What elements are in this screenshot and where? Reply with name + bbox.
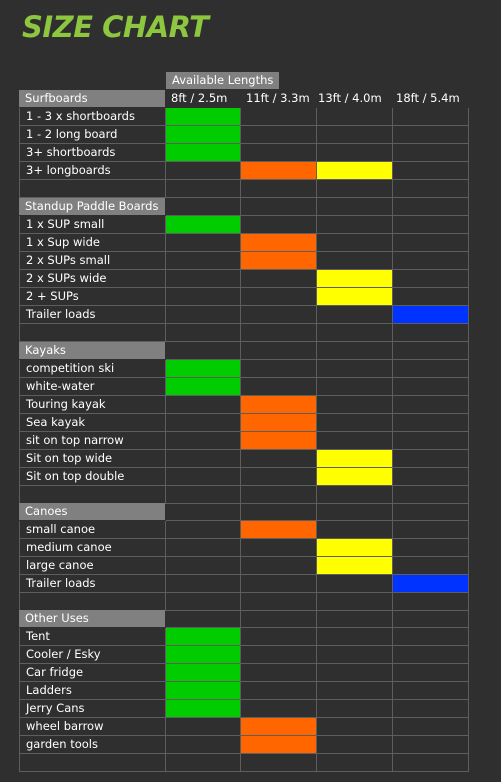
grid-cell [317, 198, 393, 216]
row-label: Jerry Cans [19, 700, 166, 718]
grid-cell [317, 252, 393, 270]
grid-cell [166, 396, 241, 414]
grid-cell [317, 575, 393, 593]
grid-cell [241, 450, 317, 468]
section-header: Other Uses [19, 610, 165, 627]
spacer-row [19, 593, 166, 611]
row-label: medium canoe [19, 539, 166, 557]
grid-cell [393, 342, 469, 360]
grid-cell [393, 108, 469, 126]
grid-cell [317, 414, 393, 432]
grid-cell [393, 126, 469, 144]
fit-indicator-yellow [317, 468, 393, 486]
fit-indicator-green [166, 378, 241, 396]
fit-indicator-green [166, 360, 241, 378]
row-label: Trailer loads [19, 575, 166, 593]
grid-cell [166, 521, 241, 539]
grid-cell [317, 486, 393, 504]
fit-indicator-blue [393, 306, 469, 324]
grid-cell [241, 539, 317, 557]
fit-indicator-green [166, 126, 241, 144]
fit-indicator-yellow [317, 539, 393, 557]
length-header-18ft: 18ft / 5.4m [396, 91, 460, 105]
row-label: Trailer loads [19, 306, 166, 324]
row-label: competition ski [19, 360, 166, 378]
fit-indicator-green [166, 664, 241, 682]
length-header-8ft: 8ft / 2.5m [171, 91, 228, 105]
grid-cell [393, 468, 469, 486]
grid-cell [241, 288, 317, 306]
row-label: sit on top narrow [19, 432, 166, 450]
spacer-row [19, 180, 166, 198]
grid-cell [241, 628, 317, 646]
grid-cell [166, 414, 241, 432]
grid-cell [317, 610, 393, 628]
grid-cell [317, 700, 393, 718]
spacer-row [19, 486, 166, 504]
grid-cell [317, 736, 393, 754]
grid-cell [393, 144, 469, 162]
fit-indicator-orange [241, 432, 317, 450]
row-label: 2 x SUPs wide [19, 270, 166, 288]
fit-indicator-green [166, 216, 241, 234]
grid-cell [393, 162, 469, 180]
grid-cell [393, 736, 469, 754]
grid-cell [317, 360, 393, 378]
grid-cell [166, 468, 241, 486]
grid-cell [166, 557, 241, 575]
row-label: large canoe [19, 557, 166, 575]
grid-cell [166, 610, 241, 628]
grid-cell [393, 682, 469, 700]
grid-cell [317, 682, 393, 700]
grid-cell [317, 306, 393, 324]
spacer-row [19, 754, 166, 772]
row-label: Car fridge [19, 664, 166, 682]
grid-cell [317, 628, 393, 646]
grid-cell [241, 575, 317, 593]
grid-cell [393, 754, 469, 772]
grid-cell [317, 503, 393, 521]
grid-cell [166, 270, 241, 288]
row-label: garden tools [19, 736, 166, 754]
row-label: small canoe [19, 521, 166, 539]
grid-cell [393, 718, 469, 736]
row-label: Sea kayak [19, 414, 166, 432]
grid-cell [393, 360, 469, 378]
grid-cell [166, 575, 241, 593]
grid-cell [317, 234, 393, 252]
grid-cell [317, 216, 393, 234]
grid-cell [317, 593, 393, 611]
row-label: Sit on top wide [19, 450, 166, 468]
fit-indicator-green [166, 108, 241, 126]
row-label: 3+ longboards [19, 162, 166, 180]
grid-cell [393, 610, 469, 628]
grid-cell [241, 700, 317, 718]
grid-cell [241, 306, 317, 324]
grid-cell [317, 180, 393, 198]
row-label: Cooler / Esky [19, 646, 166, 664]
fit-indicator-orange [241, 718, 317, 736]
fit-indicator-yellow [317, 162, 393, 180]
grid-cell [317, 646, 393, 664]
fit-indicator-orange [241, 252, 317, 270]
row-label: 3+ shortboards [19, 144, 166, 162]
row-label: Ladders [19, 682, 166, 700]
grid-cell [317, 718, 393, 736]
grid-cell [393, 270, 469, 288]
row-label: wheel barrow [19, 718, 166, 736]
grid-cell [166, 718, 241, 736]
grid-cell [317, 521, 393, 539]
available-lengths-header: Available Lengths [166, 72, 279, 89]
grid-cell [393, 664, 469, 682]
grid-cell [166, 342, 241, 360]
grid-cell [393, 486, 469, 504]
row-label: 1 x Sup wide [19, 234, 166, 252]
grid-cell [393, 216, 469, 234]
grid-cell [166, 593, 241, 611]
fit-indicator-yellow [317, 270, 393, 288]
row-label: 2 + SUPs [19, 288, 166, 306]
grid-cell [241, 216, 317, 234]
fit-indicator-yellow [317, 450, 393, 468]
length-header-13ft: 13ft / 4.0m [318, 91, 382, 105]
row-label: white-water [19, 378, 166, 396]
fit-indicator-green [166, 700, 241, 718]
grid-cell [241, 108, 317, 126]
row-label: Sit on top double [19, 468, 166, 486]
row-label: 1 x SUP small [19, 216, 166, 234]
grid-cell [241, 270, 317, 288]
spacer-row [19, 324, 166, 342]
grid-cell [393, 557, 469, 575]
grid-cell [241, 503, 317, 521]
grid-cell [241, 486, 317, 504]
grid-cell [393, 252, 469, 270]
grid-cell [317, 432, 393, 450]
grid-cell [241, 180, 317, 198]
grid-cell [241, 754, 317, 772]
fit-indicator-orange [241, 521, 317, 539]
grid-cell [317, 144, 393, 162]
row-label: Tent [19, 628, 166, 646]
grid-cell [241, 144, 317, 162]
grid-cell [317, 126, 393, 144]
fit-indicator-orange [241, 396, 317, 414]
grid-cell [166, 198, 241, 216]
grid-cell [393, 521, 469, 539]
grid-cell [166, 754, 241, 772]
grid-cell [166, 503, 241, 521]
row-label: Touring kayak [19, 396, 166, 414]
grid-cell [241, 126, 317, 144]
grid-cell [393, 378, 469, 396]
fit-indicator-yellow [317, 557, 393, 575]
grid-cell [241, 664, 317, 682]
grid-cell [241, 610, 317, 628]
row-label: 1 - 2 long board [19, 126, 166, 144]
grid-cell [166, 234, 241, 252]
fit-indicator-green [166, 144, 241, 162]
grid-cell [166, 450, 241, 468]
grid-cell [393, 414, 469, 432]
row-label: 1 - 3 x shortboards [19, 108, 166, 126]
grid-cell [241, 360, 317, 378]
grid-cell [241, 468, 317, 486]
grid-cell [393, 700, 469, 718]
grid-cell [166, 180, 241, 198]
grid-cell [241, 557, 317, 575]
grid-cell [166, 432, 241, 450]
fit-indicator-yellow [317, 288, 393, 306]
section-header: Surfboards [19, 90, 165, 107]
grid-cell [317, 754, 393, 772]
grid-cell [393, 432, 469, 450]
grid-cell [317, 108, 393, 126]
section-header: Standup Paddle Boards [19, 198, 165, 215]
grid-cell [166, 288, 241, 306]
grid-cell [241, 324, 317, 342]
grid-cell [393, 324, 469, 342]
grid-cell [393, 450, 469, 468]
grid-cell [166, 162, 241, 180]
grid-cell [241, 378, 317, 396]
grid-cell [317, 342, 393, 360]
grid-cell [393, 628, 469, 646]
grid-cell [241, 682, 317, 700]
fit-indicator-green [166, 682, 241, 700]
grid-cell [166, 736, 241, 754]
grid-cell [241, 593, 317, 611]
fit-indicator-orange [241, 162, 317, 180]
grid-cell [166, 486, 241, 504]
section-header: Kayaks [19, 342, 165, 359]
grid-cell [393, 180, 469, 198]
grid-cell [393, 593, 469, 611]
section-header: Canoes [19, 503, 165, 520]
grid-cell [393, 396, 469, 414]
grid-cell [393, 539, 469, 557]
fit-indicator-orange [241, 414, 317, 432]
grid-cell [317, 664, 393, 682]
grid-cell [393, 646, 469, 664]
grid-cell [393, 234, 469, 252]
grid-cell [241, 342, 317, 360]
fit-indicator-orange [241, 234, 317, 252]
length-header-11ft: 11ft / 3.3m [246, 91, 310, 105]
grid-cell [393, 503, 469, 521]
grid-cell [241, 646, 317, 664]
grid-cell [393, 198, 469, 216]
fit-indicator-green [166, 646, 241, 664]
fit-indicator-green [166, 628, 241, 646]
fit-indicator-blue [393, 575, 469, 593]
grid-cell [241, 198, 317, 216]
grid-cell [166, 306, 241, 324]
row-label: 2 x SUPs small [19, 252, 166, 270]
grid-cell [166, 252, 241, 270]
page-title: SIZE CHART [22, 10, 209, 44]
grid-cell [166, 324, 241, 342]
grid-cell [166, 539, 241, 557]
grid-cell [317, 396, 393, 414]
grid-cell [317, 378, 393, 396]
grid-cell [393, 288, 469, 306]
fit-indicator-orange [241, 736, 317, 754]
grid-cell [317, 324, 393, 342]
